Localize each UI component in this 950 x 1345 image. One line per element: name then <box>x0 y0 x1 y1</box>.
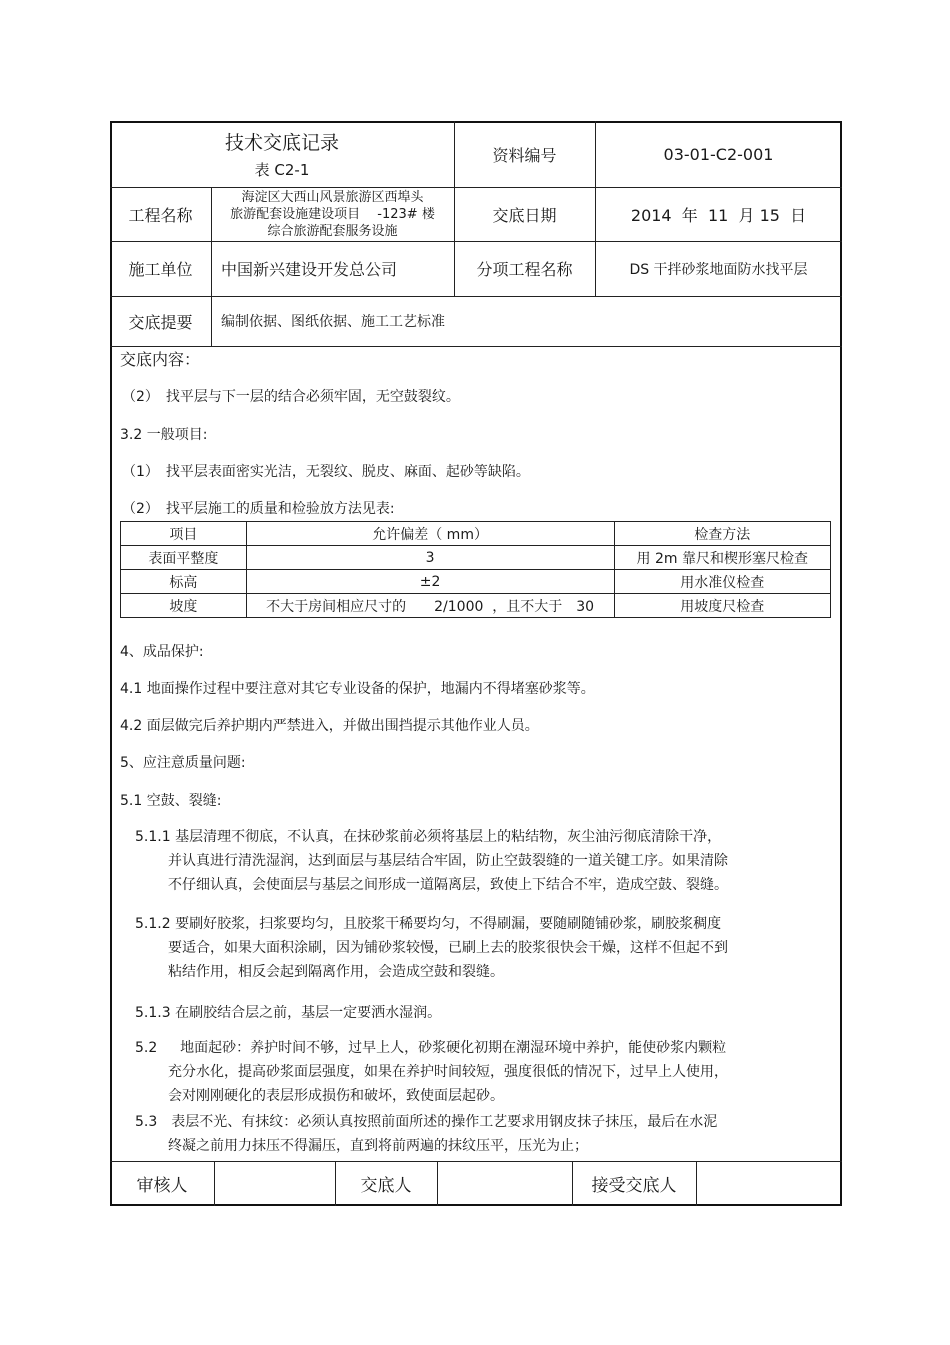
item-4-1: 4.1 地面操作过程中要注意对其它专业设备的保护，地漏内不得堵塞砂浆等。 <box>120 681 595 697</box>
table-cell: 3 <box>246 546 614 570</box>
table-row <box>121 570 831 594</box>
title-block <box>110 121 454 187</box>
receiver-signature-field[interactable] <box>696 1161 842 1206</box>
paragraph-line: 并认真进行清洗湿润，达到面层与基层结合牢固，防止空鼓裂缝的一道关键工序。如果清除 <box>168 853 728 869</box>
reviewer-signature-field[interactable] <box>214 1161 335 1206</box>
table-cell: 用坡度尺检查 <box>614 594 830 618</box>
project-name-line: 综合旅游配套服务设施 <box>267 223 398 239</box>
table-header-cell: 检查方法 <box>614 522 830 546</box>
item-5-1-1 <box>135 825 728 897</box>
table-cell: 用水准仪检查 <box>614 570 830 594</box>
unit-label: 施工单位 <box>128 260 193 279</box>
item-5-1-2 <box>135 912 728 984</box>
table-cell: 不大于房间相应尺寸的 2/1000 ，且不大于 30 <box>246 594 614 618</box>
summary-label: 交底提要 <box>128 312 193 332</box>
tolerance-table <box>120 521 831 618</box>
record-title: 技术交底记录 <box>224 132 339 154</box>
project-label: 工程名称 <box>128 205 193 225</box>
paragraph-line: 粘结作用，相反会起到隔离作用，会造成空鼓和裂缝。 <box>168 964 504 980</box>
item-5-2 <box>135 1036 728 1108</box>
table-header-row <box>121 522 831 546</box>
table-header-cell: 允许偏差（ mm） <box>246 522 614 546</box>
paragraph-line: 不仔细认真，会使面层与基层之间形成一道隔离层，致使上下结合不牢，造成空鼓、裂缝。 <box>168 877 728 893</box>
general-heading: 3.2 一般项目: <box>120 427 208 443</box>
paragraph-line: 充分水化，提高砂浆面层强度，如果在养护时间较短，强度很低的情况下，过早上人使用， <box>168 1064 728 1080</box>
section-4-heading: 4、成品保护: <box>120 644 204 660</box>
section-5-heading: 5、应注意质量问题: <box>120 755 246 771</box>
reviewer-label: 审核人 <box>136 1176 188 1196</box>
table-cell: 用 2m 靠尺和楔形塞尺检查 <box>614 546 830 570</box>
date-label: 交底日期 <box>492 205 557 225</box>
table-cell: 表面平整度 <box>121 546 247 570</box>
general-item-1: （1） 找平层表面密实光洁，无裂纹、脱皮、麻面、起砂等缺陷。 <box>122 464 530 480</box>
form-number: 表 C2-1 <box>254 161 310 179</box>
paragraph-line: 5.2 地面起砂：养护时间不够，过早上人，砂浆硬化初期在潮湿环境中养护，能使砂浆内颗粒 <box>135 1040 727 1056</box>
table-cell: ±2 <box>246 570 614 594</box>
paragraph-line: 终凝之前用力抹压不得漏压，直到将前两遍的抹纹压平，压光为止； <box>168 1138 588 1154</box>
general-item-2: （2） 找平层施工的质量和检验放方法见表: <box>122 501 395 517</box>
table-header-cell: 项目 <box>121 522 247 546</box>
date-value: 2014 年 11 月 15 日 <box>630 205 807 225</box>
row-divider <box>110 346 842 347</box>
paragraph-line: 5.1.2 要刷好胶浆，扫浆要均匀，且胶浆干稀要均匀，不得刷漏，要随刷随铺砂浆，刷胶浆稠度 <box>135 916 722 932</box>
paragraph-line: 要适合，如果大面积涂刷，因为铺砂浆较慢，已刷上去的胶浆很快会干燥，这样不但起不到 <box>168 940 728 956</box>
item-5-3 <box>135 1110 717 1158</box>
discloser-signature-field[interactable] <box>437 1161 572 1206</box>
project-name-line: 旅游配套设施建设项目 -123# 楼 <box>230 206 435 222</box>
table-row <box>121 594 831 618</box>
section-5-1-heading: 5.1 空鼓、裂缝: <box>120 793 222 809</box>
table-cell: 标高 <box>121 570 247 594</box>
project-name-line: 海淀区大西山风景旅游区西埠头 <box>241 189 424 205</box>
project-name <box>211 187 454 241</box>
doc-no-value: 03-01-C2-001 <box>663 144 774 164</box>
doc-no-label: 资料编号 <box>492 145 557 165</box>
unit-value: 中国新兴建设开发总公司 <box>221 260 398 279</box>
sub-project-label: 分项工程名称 <box>476 260 573 279</box>
content-heading: 交底内容： <box>120 350 201 369</box>
paragraph-line: 5.3 表层不光、有抹纹：必须认真按照前面所述的操作工艺要求用钢皮抹子抹压，最后在水泥 <box>135 1114 718 1130</box>
sub-project-value: DS 干拌砂浆地面防水找平层 <box>629 261 808 278</box>
paragraph-line: 5.1.1 基层清理不彻底，不认真，在抹砂浆前必须将基层上的粘结物，灰尘油污彻底清除干净， <box>135 829 722 845</box>
discloser-label: 交底人 <box>360 1176 412 1196</box>
bonding-item: （2） 找平层与下一层的结合必须牢固，无空鼓裂纹。 <box>122 389 460 405</box>
receiver-label: 接受交底人 <box>591 1176 677 1196</box>
table-cell: 坡度 <box>121 594 247 618</box>
table-row <box>121 546 831 570</box>
item-5-1-3: 5.1.3 在刷胶结合层之前，基层一定要洒水湿润。 <box>135 1005 442 1021</box>
item-4-2: 4.2 面层做完后养护期内严禁进入，并做出围挡提示其他作业人员。 <box>120 718 539 734</box>
paragraph-line: 会对刚刚硬化的表层形成损伤和破坏，致使面层起砂。 <box>168 1088 504 1104</box>
summary-value: 编制依据、图纸依据、施工工艺标准 <box>221 314 445 330</box>
